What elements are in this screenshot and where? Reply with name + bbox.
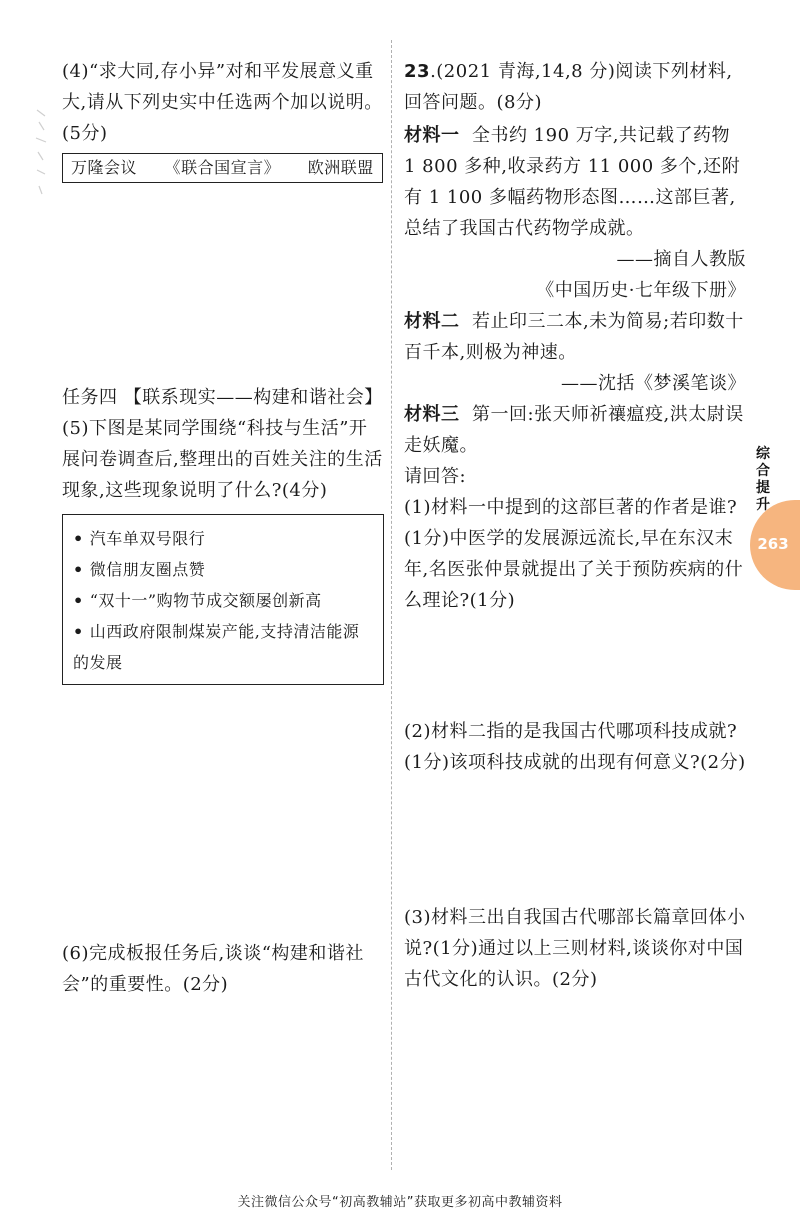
material-2-source: ——沈括《梦溪笔谈》 — [561, 373, 746, 394]
question-5-text: (5)下图是某同学围绕“科技与生活”开展问卷调查后,整理出的百姓关注的生活现象,这些现象说明了什么?(4分) — [62, 418, 383, 501]
sub-question-2-block — [404, 716, 746, 778]
material-3-text: 第一回:张天师祈禳瘟疫,洪太尉误走妖魔。 — [404, 404, 744, 456]
material-2-label: 材料二 — [404, 311, 460, 332]
sub-question-3-block — [404, 902, 746, 995]
page-number: 263 — [757, 535, 789, 553]
survey-result-box — [62, 514, 384, 685]
material-1 — [404, 120, 746, 244]
sub-question-1: (1)材料一中提到的这部巨著的作者是谁?(1分)中医学的发展源远流长,早在东汉末年,名医张仲景就提出了关于预防疾病的什么理论?(1分) — [404, 497, 744, 611]
material-1-source-line2: 《中国历史·七年级下册》 — [536, 280, 746, 301]
survey-item: • “双十一”购物节成交额屡创新高 — [73, 585, 375, 616]
material-1-label: 材料一 — [404, 125, 460, 146]
margin-scan-marks — [34, 108, 48, 198]
task-four — [62, 382, 384, 685]
material-1-text: 全书约 190 万字,共记载了药物 1 800 多种,收录药方 11 000 多个,还附有 1 100 多幅药物形态图……这部巨著,总结了我国古代药物学成就。 — [404, 125, 741, 239]
column-divider — [391, 40, 392, 1170]
question-23-header: .(2021 青海,14,8 分)阅读下列材料,回答问题。(8分) — [404, 61, 733, 113]
footer-note: 关注微信公众号“初高教辅站”获取更多初高中教辅资料 — [237, 1195, 563, 1210]
question-23 — [404, 56, 746, 616]
material-2-text: 若止印三二本,未为简易;若印数十百千本,则极为神速。 — [404, 311, 744, 363]
options-box — [62, 153, 383, 183]
question-6-text: (6)完成板报任务后,谈谈“构建和谐社会”的重要性。(2分) — [62, 943, 364, 995]
answer-prompt: 请回答: — [404, 466, 467, 487]
material-3 — [404, 399, 746, 461]
question-4 — [62, 56, 384, 183]
survey-item: • 微信朋友圈点赞 — [73, 554, 375, 585]
material-2 — [404, 306, 746, 368]
sub-question-3: (3)材料三出自我国古代哪部长篇章回体小说?(1分)通过以上三则材料,谈谈你对中国古代文化的认识。(2分) — [404, 907, 746, 990]
question-23-number: 23 — [404, 61, 431, 82]
question-6 — [62, 938, 384, 1000]
survey-item: • 汽车单双号限行 — [73, 523, 375, 554]
survey-item: • 山西政府限制煤炭产能,支持清洁能源的发展 — [73, 616, 375, 678]
material-1-source-line1: ——摘自人教版 — [616, 249, 746, 270]
question-4-text: (4)“求大同,存小异”对和平发展意义重大,请从下列史实中任选两个加以说明。(5分) — [62, 61, 383, 144]
task-four-heading: 任务四 【联系现实——构建和谐社会】 — [62, 387, 383, 408]
sub-question-2: (2)材料二指的是我国古代哪项科技成就?(1分)该项科技成就的出现有何意义?(2分) — [404, 721, 746, 773]
option-item: 《联合国宣言》 — [164, 158, 281, 177]
section-side-tab: 综合提升 — [756, 446, 770, 513]
material-3-label: 材料三 — [404, 404, 460, 425]
option-item: 万隆会议 — [71, 158, 138, 177]
option-item: 欧洲联盟 — [307, 158, 374, 177]
